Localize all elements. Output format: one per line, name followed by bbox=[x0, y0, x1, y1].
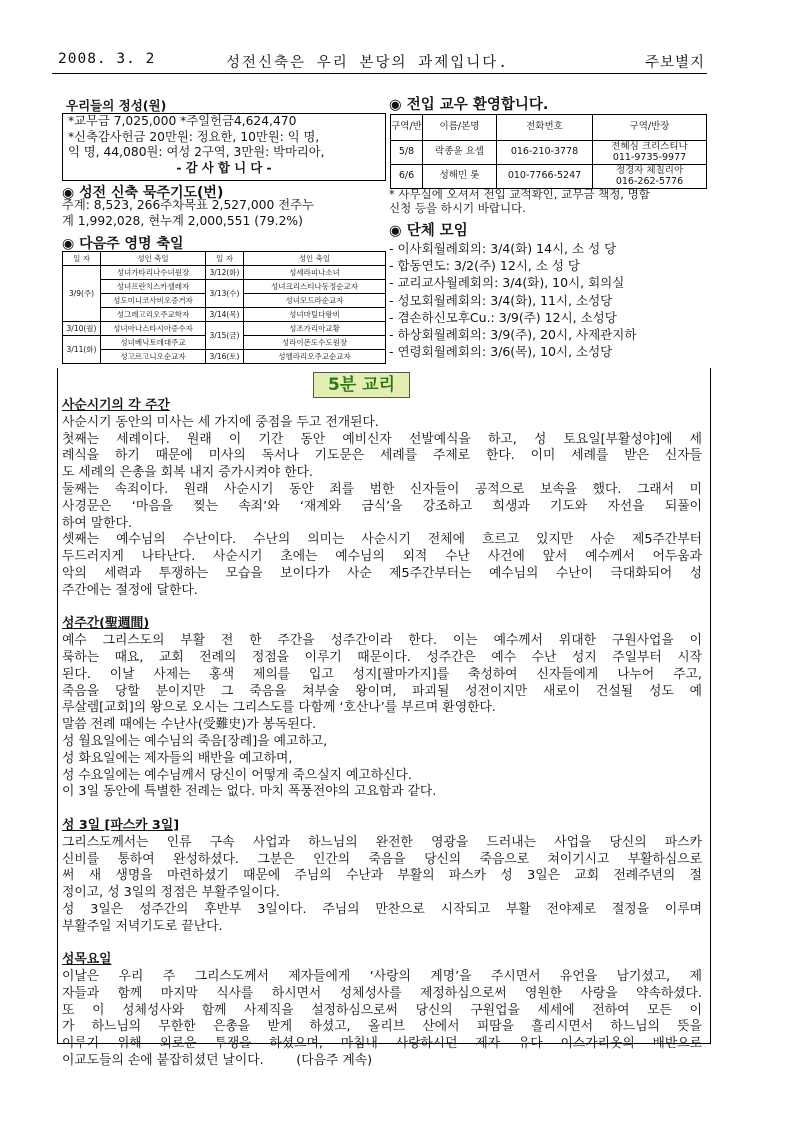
feast-header: 성인 축일 bbox=[244, 252, 386, 266]
offerings-box bbox=[62, 113, 386, 181]
teachers-area: 5/8 bbox=[391, 141, 423, 165]
catechism-title: 5분 교리 bbox=[313, 372, 410, 398]
article-line: 사경문은 ‘마음을 찢는 속죄’와 ‘재계와 금식’을 강조하고 희생과 기도와 자선을 되풀이 bbox=[62, 498, 702, 514]
feast-name: 성녀베닉토데대주교 bbox=[101, 336, 206, 350]
article-line: 된다. 이날 사제는 홍색 제의를 입고 성지[팔마가지]를 축성하여 신자들에게 나누어 주고, bbox=[62, 666, 702, 682]
article-line: 신비를 통하여 완성하셨다. 그분은 인간의 죽음을 당신의 죽음으로 쳐이기시고 부활하심으로 bbox=[62, 851, 702, 867]
section-heading: 사순시기의 각 주간 bbox=[62, 398, 170, 413]
feast-date: 3/9(주) bbox=[63, 266, 101, 322]
rosary-line: 주계: 8,523, 266주차목표 2,527,000 전주누 bbox=[62, 198, 314, 212]
offerings-line: *교무금 7,025,000 *주일헌금4,624,470 bbox=[68, 114, 297, 128]
article-line: 그리스도께서는 인류 구속 사업과 하느님의 완전한 영광을 드러내는 사업을 당신의 파스카 bbox=[62, 834, 702, 850]
feast-date: 3/16(토) bbox=[206, 350, 244, 364]
meeting-item: - 연령회월례회의: 3/6(목), 10시, 소성당 bbox=[389, 344, 613, 360]
article-line: 성 월요일에는 예수님의 죽음[장례]을 예고하고, bbox=[62, 733, 328, 749]
page-header bbox=[52, 47, 707, 74]
feast-name: 성라이몬도수도원장 bbox=[244, 336, 386, 350]
article-line: 정이고, 성 3일의 정점은 부활주일이다. bbox=[62, 885, 280, 901]
article-line: 둘째는 속죄이다. 원래 사순시기 동안 죄를 범한 신자들이 공적으로 보속을 했다. 그래서 미 bbox=[62, 481, 702, 497]
bulletin-title: 주보별지 bbox=[644, 55, 705, 71]
article-line: 이날은 우리 주 그리스도께서 제자들에게 ‘사랑의 계명’을 주시면서 유언을 남기셨고, 제 bbox=[62, 969, 702, 985]
feast-name: 성헬라리오주교순교자 bbox=[244, 350, 386, 364]
section-heading: 성주간(聖週間) bbox=[62, 616, 150, 632]
teachers-phone: 016-210-3778 bbox=[497, 141, 593, 165]
feast-date: 3/10(월) bbox=[63, 322, 101, 336]
teachers-leader bbox=[593, 141, 707, 165]
teachers-phone: 010-7766-5247 bbox=[497, 165, 593, 189]
article-line: 자들과 함께 마지막 식사를 하시면서 성체성사를 제정하심으로써 영원한 사랑을 약속하셨다. bbox=[62, 985, 702, 1001]
meeting-item: - 성모회월례회의: 3/4(화), 11시, 소성당 bbox=[389, 292, 613, 308]
leader-name: 전혜심 크리스티나 bbox=[611, 141, 688, 152]
rosary-line: 계 1,992,028, 현누계 2,000,551 (79.2%) bbox=[62, 213, 303, 228]
feast-date: 3/15(금) bbox=[206, 322, 244, 350]
teachers-table bbox=[390, 114, 707, 189]
catechism-article bbox=[62, 398, 702, 1070]
leader-name: 정경자 체칠리아 bbox=[615, 165, 684, 176]
feast-name: 성도미니코사비오증거자 bbox=[101, 294, 206, 308]
article-line: 루살렘[교회]의 왕으로 오시는 그리스도를 다함께 ‘호산나’를 부르며 환영한다. bbox=[62, 700, 496, 716]
article-line: 이루기 위해 외로운 투쟁을 하셨으며, 마침내 사랑하시던 제자 유다 이스가리옷의 배반으로 bbox=[62, 1036, 702, 1052]
bulletin-date: 2008. 3. 2 bbox=[58, 51, 156, 67]
feast-date: 3/11(화) bbox=[63, 336, 101, 364]
teachers-header: 이름/본명 bbox=[423, 115, 497, 141]
article-line: 또 이 성체성사와 함께 사제직을 설정하심으로써 당신의 구원업을 세세에 전하여 모든 이 bbox=[62, 1002, 702, 1018]
teachers-header: 구역/반장 bbox=[593, 115, 707, 141]
section-heading: 성목요일 bbox=[62, 952, 112, 968]
article-line: 룩하는 때요, 교회 전례의 정점을 이루기 때문이다. 성주간은 예수 수난 성지 주일부터 시작 bbox=[62, 649, 702, 665]
teachers-leader bbox=[593, 165, 707, 189]
leader-phone: 011-9735-9977 bbox=[612, 151, 687, 163]
article-line: 예수 그리스도의 부활 전 한 주간을 성주간이라 한다. 이는 예수께서 위대한 구원사업을 이 bbox=[62, 633, 702, 649]
teachers-header: 전화번호 bbox=[497, 115, 593, 141]
feast-name: 성녀크리스티나동정순교자 bbox=[244, 280, 386, 294]
feast-date: 3/12(화) bbox=[206, 266, 244, 280]
feast-name: 성조가리아교황 bbox=[244, 322, 386, 336]
article-line: 이교도들의 손에 붙잡히셨던 날이다. (다음주 계속) bbox=[62, 1053, 373, 1069]
meetings-list bbox=[389, 240, 636, 360]
meeting-item: - 겸손하신모후Cu.: 3/9(주) 12시, 소성당 bbox=[389, 309, 617, 325]
feast-name: 성녀마틸다왕비 bbox=[244, 308, 386, 322]
article-line: 성 수요일에는 예수님께서 당신이 어떻게 죽으실지 예고하신다. bbox=[62, 767, 412, 783]
leader-phone: 016-262-5776 bbox=[615, 175, 684, 187]
article-line: 도 세례의 은총을 회복 내지 증가시켜야 한다. bbox=[62, 465, 313, 481]
feast-header: 일 자 bbox=[63, 252, 101, 266]
feast-name: 성녀모드라순교자 bbox=[244, 294, 386, 308]
section-heading: 성 3일 [파스카 3일] bbox=[62, 817, 180, 833]
feast-name: 성세라피나소녀 bbox=[244, 266, 386, 280]
rosary-title: ◉ 성전 신축 묵주기도(번) bbox=[62, 185, 224, 201]
feast-header: 성인 축일 bbox=[101, 252, 206, 266]
feasts-table bbox=[62, 251, 386, 364]
article-line: 성 화요일에는 제자들의 배반을 예고하며, bbox=[62, 750, 293, 766]
feast-header: 일 자 bbox=[206, 252, 244, 266]
teachers-name: 락종윤 요셉 bbox=[423, 141, 497, 165]
rosary-text bbox=[62, 198, 314, 229]
article-line: 하여 말한다. bbox=[62, 515, 132, 531]
feast-name: 성녀프란치스카셀레자 bbox=[101, 280, 206, 294]
offerings-line: *신축감사헌금 20만원: 정요한, 10만원: 익 명, bbox=[68, 129, 320, 144]
article-line: 주간에는 절정에 달한다. bbox=[62, 582, 198, 598]
meetings-title: ◉ 단체 모임 bbox=[389, 223, 468, 239]
article-line: 써 새 생명을 마련하셨기 때문에 주님의 수난과 부활의 파스카 성 3일은 교회 전례주년의 절 bbox=[62, 868, 702, 884]
article-line: 사순시기 동안의 미사는 세 가지에 중점을 두고 전개된다. bbox=[62, 414, 379, 430]
feasts-title: ◉ 다음주 영명 축일 bbox=[62, 236, 184, 252]
article-line: 가 하느님의 무한한 은총을 받게 하셨고, 올리브 산에서 피땀을 흘리시면서 하느님의 뜻을 bbox=[62, 1019, 702, 1035]
article-line: 죽음을 당할 분이지만 그 죽음을 쳐부술 왕이며, 파괴될 성전이지만 새로이 건설될 성도 예 bbox=[62, 683, 702, 699]
teachers-title: ◉ 전입 교우 환영합니다. bbox=[389, 97, 549, 113]
article-line: 이 3일 동안에 특별한 전례는 없다. 마치 폭풍전야의 고요함과 같다. bbox=[62, 784, 437, 800]
feast-date: 3/13(수) bbox=[206, 280, 244, 308]
article-line: 례식을 하기 때문에 미사의 독서나 기도문은 세례를 주제로 한다. 이미 세례를 받은 신자들 bbox=[62, 448, 702, 464]
offerings-title: 우리들의 정성(원) bbox=[66, 98, 167, 113]
article-line: 셋째는 예수님의 수난이다. 수난의 의미는 사순시기 전체에 흐르고 있지만 사순 제5주간부터 bbox=[62, 532, 702, 548]
feast-name: 성고르고니오순교자 bbox=[101, 350, 206, 364]
teachers-area: 6/6 bbox=[391, 165, 423, 189]
offerings-thanks: - 감 사 합 니 다 - bbox=[176, 161, 272, 175]
article-line: 악의 세력과 투쟁하는 모습을 보이다가 사순 제5주간부터는 예수님의 수난이 극대화되어 성 bbox=[62, 565, 702, 581]
teachers-note-line: * 사무실에 오셔서 전입 교적확인, 교무금 책정, 명함 bbox=[389, 187, 650, 201]
offerings-line: 익 명, 44,080원: 여성 2구역, 3만원: 박마리아, bbox=[68, 145, 325, 159]
article-line: 성 3일은 성주간의 후반부 3일이다. 주님의 만찬으로 시작되고 부활 전야제로 절정을 이루며 bbox=[62, 901, 702, 917]
meeting-item: - 이사회월례회의: 3/4(화) 14시, 소 성 당 bbox=[389, 241, 617, 256]
feast-name: 성녀아나스타시아증수자 bbox=[101, 322, 206, 336]
meeting-item: - 합동연도: 3/2(주) 12시, 소 성 당 bbox=[389, 258, 580, 274]
feast-name: 성그레고리오주교학자 bbox=[101, 308, 206, 322]
teachers-note bbox=[389, 188, 650, 215]
feast-name: 성녀가타리나수녀원장 bbox=[101, 266, 206, 280]
feast-date: 3/14(목) bbox=[206, 308, 244, 322]
article-line: 말씀 전례 때에는 수난사(受難史)가 봉독된다. bbox=[62, 717, 317, 733]
teachers-header: 구역/반 bbox=[391, 115, 423, 141]
article-line: 두드러지게 나타난다. 사순시기 초에는 예수님의 외적 수난 사건에 앞서 예수께서 어두움과 bbox=[62, 549, 702, 565]
header-motto: 성전신축은 우리 본당의 과제입니다. bbox=[226, 55, 510, 71]
article-line: 첫째는 세례이다. 원래 이 기간 동안 예비신자 선발예식을 하고, 성 토요일[부활성야]에 세 bbox=[62, 431, 702, 447]
teachers-note-line: 신청 등을 하시기 바랍니다. bbox=[389, 200, 526, 215]
teachers-name: 성해민 롯 bbox=[423, 165, 497, 189]
meeting-item: - 하상회월례회의: 3/9(주), 20시, 사제관지하 bbox=[389, 327, 637, 343]
article-line: 부활주일 저녁기도로 끝난다. bbox=[62, 918, 223, 934]
meeting-item: - 교리교사월례회의: 3/4(화), 10시, 회의실 bbox=[389, 275, 625, 291]
